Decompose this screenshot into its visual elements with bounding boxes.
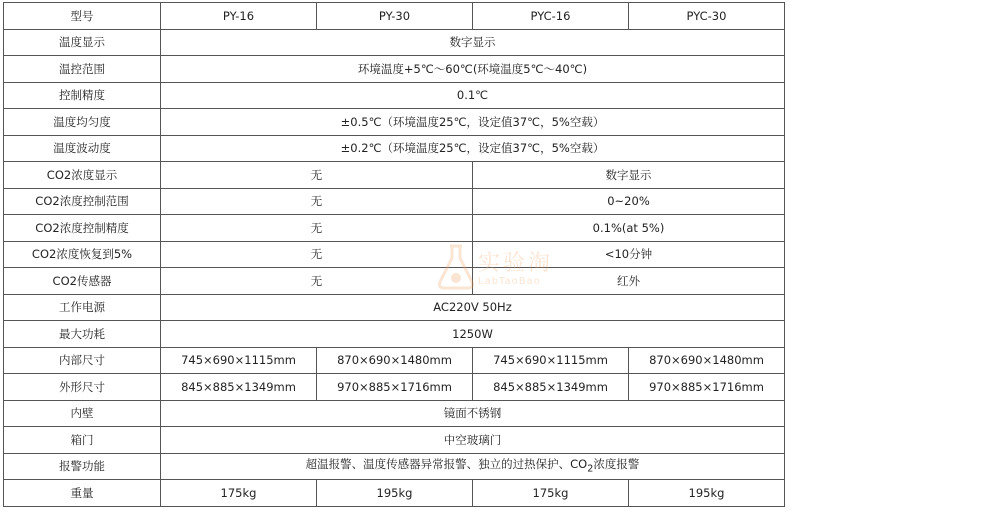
row-value: 1250W	[161, 321, 785, 348]
header-cell-pyc16: PYC-16	[473, 3, 629, 30]
watermark-en: LabTaoBao	[478, 276, 541, 287]
row-label: CO2浓度恢复到5%	[4, 241, 161, 268]
row-label: 控制精度	[4, 82, 161, 109]
row-value: 0.1℃	[161, 82, 785, 109]
row-value-py: 无	[161, 268, 473, 295]
row-label: 箱门	[4, 427, 161, 454]
table-row	[4, 294, 785, 321]
row-label: 最大功耗	[4, 321, 161, 348]
row-label: 重量	[4, 480, 161, 507]
table-header-row	[4, 3, 785, 30]
header-cell-py16: PY-16	[161, 3, 317, 30]
row-value-py16: 745×690×1115mm	[161, 347, 317, 374]
row-label: CO2浓度控制精度	[4, 215, 161, 242]
row-label: 报警功能	[4, 453, 161, 480]
table-row	[4, 374, 785, 401]
row-label: CO2传感器	[4, 268, 161, 295]
row-value-pyc: 红外	[473, 268, 785, 295]
alarm-text-tail: 浓度报警	[593, 456, 640, 471]
row-value-pyc: 0~20%	[473, 188, 785, 215]
row-label: CO2浓度控制范围	[4, 188, 161, 215]
table-row	[4, 347, 785, 374]
header-cell-model: 型号	[4, 3, 161, 30]
row-value: 中空玻璃门	[161, 427, 785, 454]
row-label: 外形尺寸	[4, 374, 161, 401]
row-label: 温控范围	[4, 56, 161, 83]
header-cell-pyc30: PYC-30	[629, 3, 785, 30]
row-value-py: 无	[161, 215, 473, 242]
table-row	[4, 241, 785, 268]
row-value-pyc30: 195kg	[629, 480, 785, 507]
table-row	[4, 29, 785, 56]
row-label: 内部尺寸	[4, 347, 161, 374]
row-value-py30: 870×690×1480mm	[317, 347, 473, 374]
alarm-text-subscript: 2	[587, 462, 594, 474]
row-value-py: 无	[161, 188, 473, 215]
table-row	[4, 82, 785, 109]
row-value: 数字显示	[161, 29, 785, 56]
row-label: 内壁	[4, 400, 161, 427]
row-label: 温度波动度	[4, 135, 161, 162]
table-row	[4, 453, 785, 480]
row-value-pyc: 数字显示	[473, 162, 785, 189]
flask-logo-icon	[436, 242, 476, 292]
table-row	[4, 400, 785, 427]
row-value	[161, 453, 785, 480]
row-value-pyc30: 870×690×1480mm	[629, 347, 785, 374]
row-value-pyc: 0.1%(at 5%)	[473, 215, 785, 242]
watermark-cn: 实验淘	[478, 251, 554, 276]
table-row	[4, 109, 785, 136]
row-value-py30: 195kg	[317, 480, 473, 507]
row-value-pyc: <10分钟	[473, 241, 785, 268]
row-value: 镜面不锈钢	[161, 400, 785, 427]
row-value-pyc16: 745×690×1115mm	[473, 347, 629, 374]
row-label: 温度显示	[4, 29, 161, 56]
header-cell-py30: PY-30	[317, 3, 473, 30]
row-value-py16: 175kg	[161, 480, 317, 507]
row-value-pyc16: 845×885×1349mm	[473, 374, 629, 401]
table-row	[4, 188, 785, 215]
alarm-text-main: 超温报警、温度传感器异常报警、独立的过热保护、CO	[305, 456, 588, 471]
table-row	[4, 427, 785, 454]
row-value-py: 无	[161, 241, 473, 268]
table-row	[4, 56, 785, 83]
row-value-py30: 970×885×1716mm	[317, 374, 473, 401]
watermark	[436, 240, 586, 300]
table-row	[4, 215, 785, 242]
row-value: 环境温度+5℃～60℃(环境温度5℃～40℃)	[161, 56, 785, 83]
row-label: 温度均匀度	[4, 109, 161, 136]
row-value-pyc30: 970×885×1716mm	[629, 374, 785, 401]
table-row	[4, 321, 785, 348]
row-value: ±0.2℃（环境温度25℃，设定值37℃，5%空载）	[161, 135, 785, 162]
row-value: AC220V 50Hz	[161, 294, 785, 321]
row-label: CO2浓度显示	[4, 162, 161, 189]
row-value-pyc16: 175kg	[473, 480, 629, 507]
table-row	[4, 135, 785, 162]
row-value-py: 无	[161, 162, 473, 189]
row-label: 工作电源	[4, 294, 161, 321]
spec-table	[3, 2, 785, 507]
table-row	[4, 162, 785, 189]
row-value-py16: 845×885×1349mm	[161, 374, 317, 401]
row-value: ±0.5℃（环境温度25℃，设定值37℃，5%空载）	[161, 109, 785, 136]
table-row	[4, 268, 785, 295]
table-row	[4, 480, 785, 507]
